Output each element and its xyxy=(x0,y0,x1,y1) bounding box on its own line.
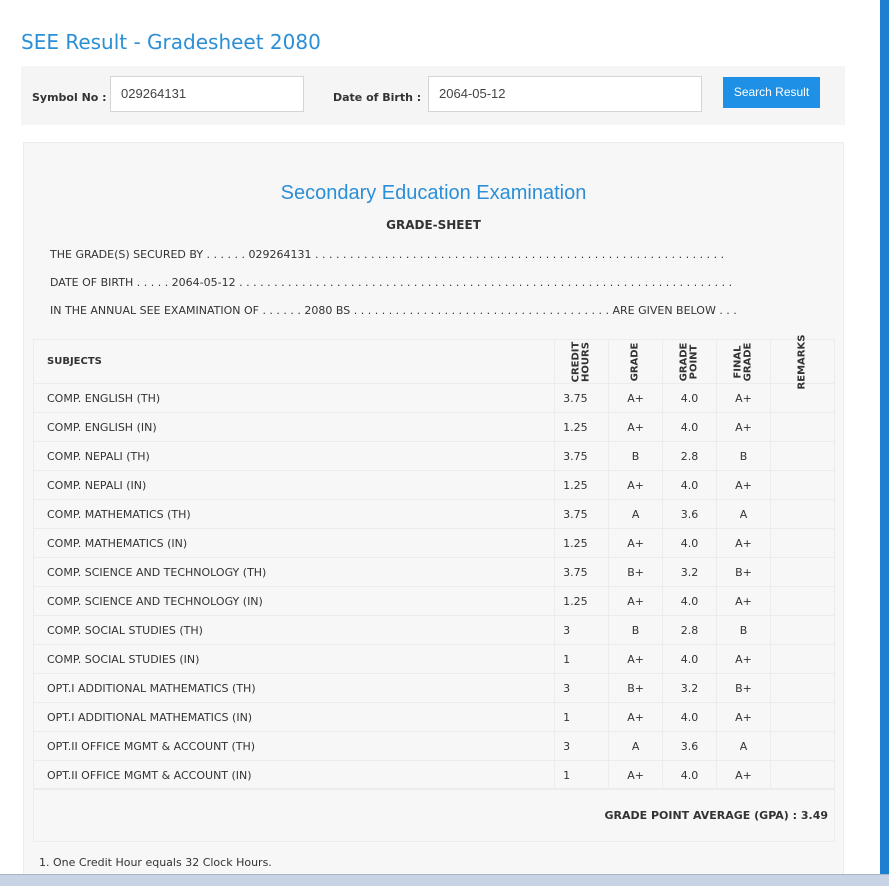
subject-cell: COMP. MATHEMATICS (TH) xyxy=(34,500,555,529)
final-grade-cell: A+ xyxy=(717,471,771,500)
final-grade-cell: A xyxy=(717,500,771,529)
grade-point-cell: 3.2 xyxy=(663,558,717,587)
credit-hours-cell: 3 xyxy=(555,674,609,703)
credit-hours-cell: 3.75 xyxy=(555,558,609,587)
grade-point-cell: 3.2 xyxy=(663,674,717,703)
remarks-cell xyxy=(771,645,835,674)
header-subjects: SUBJECTS xyxy=(34,340,555,384)
symbol-no-label: Symbol No : xyxy=(32,91,107,104)
final-grade-cell: A+ xyxy=(717,384,771,413)
credit-hours-cell: 1 xyxy=(555,761,609,790)
header-credit-hours: CREDIT HOURS xyxy=(555,340,609,384)
grade-point-cell: 2.8 xyxy=(663,616,717,645)
credit-hours-cell: 1.25 xyxy=(555,529,609,558)
grade-point-cell: 4.0 xyxy=(663,529,717,558)
table-row xyxy=(34,732,835,761)
subject-cell: COMP. SCIENCE AND TECHNOLOGY (IN) xyxy=(34,587,555,616)
table-row xyxy=(34,587,835,616)
grade-point-cell: 4.0 xyxy=(663,413,717,442)
remarks-cell xyxy=(771,529,835,558)
table-row xyxy=(34,471,835,500)
exam-title: Secondary Education Examination xyxy=(280,182,587,204)
table-row xyxy=(34,703,835,732)
remarks-cell xyxy=(771,616,835,645)
table-row xyxy=(34,442,835,471)
remarks-cell xyxy=(771,558,835,587)
subject-cell: COMP. NEPALI (TH) xyxy=(34,442,555,471)
grade-cell: A xyxy=(609,500,663,529)
remarks-cell xyxy=(771,442,835,471)
header-remarks: REMARKS xyxy=(771,340,835,384)
subject-cell: COMP. NEPALI (IN) xyxy=(34,471,555,500)
table-row xyxy=(34,384,835,413)
credit-hours-cell: 3.75 xyxy=(555,500,609,529)
grade-point-cell: 4.0 xyxy=(663,761,717,790)
grade-cell: A+ xyxy=(609,384,663,413)
grade-point-cell: 4.0 xyxy=(663,384,717,413)
dob-line: DATE OF BIRTH . . . . . 2064-05-12 . . . . . . . . . . . . . . . . . . . . . . . . . . . . . . . . . . . . . . . . . . . . . . . . . . . . . . . . . . . . . . . . . . . . . . . xyxy=(50,276,733,289)
remarks-cell xyxy=(771,500,835,529)
window-edge xyxy=(880,0,889,874)
symbol-no-input[interactable]: 029264131 xyxy=(110,76,304,112)
grade-cell: B xyxy=(609,442,663,471)
search-form xyxy=(21,66,845,125)
grade-cell: B+ xyxy=(609,558,663,587)
remarks-cell xyxy=(771,587,835,616)
final-grade-cell: A+ xyxy=(717,413,771,442)
remarks-cell xyxy=(771,761,835,790)
table-row xyxy=(34,761,835,790)
taskbar-strip xyxy=(0,874,889,886)
gpa-value: GRADE POINT AVERAGE (GPA) : 3.49 xyxy=(604,809,828,822)
final-grade-cell: B xyxy=(717,442,771,471)
final-grade-cell: B+ xyxy=(717,558,771,587)
grade-point-cell: 3.6 xyxy=(663,500,717,529)
final-grade-cell: B+ xyxy=(717,674,771,703)
grade-sheet xyxy=(23,142,844,885)
exam-line: IN THE ANNUAL SEE EXAMINATION OF . . . . . . 2080 BS . . . . . . . . . . . . . . . . . . . . . . . . . . . . . . . . . . . . . ARE GIVEN BELOW . . . xyxy=(50,304,737,317)
final-grade-cell: B xyxy=(717,616,771,645)
final-grade-cell: A xyxy=(717,732,771,761)
credit-hours-cell: 1 xyxy=(555,703,609,732)
remarks-cell xyxy=(771,413,835,442)
dob-input[interactable]: 2064-05-12 xyxy=(428,76,702,112)
subject-cell: COMP. ENGLISH (IN) xyxy=(34,413,555,442)
final-grade-cell: A+ xyxy=(717,645,771,674)
remarks-cell xyxy=(771,471,835,500)
grade-cell: A+ xyxy=(609,703,663,732)
credit-hours-cell: 1.25 xyxy=(555,471,609,500)
credit-hours-cell: 1.25 xyxy=(555,413,609,442)
grade-cell: A+ xyxy=(609,587,663,616)
subject-cell: COMP. SOCIAL STUDIES (TH) xyxy=(34,616,555,645)
subject-cell: COMP. MATHEMATICS (IN) xyxy=(34,529,555,558)
subject-cell: OPT.II OFFICE MGMT & ACCOUNT (TH) xyxy=(34,732,555,761)
dob-label: Date of Birth : xyxy=(333,91,422,104)
final-grade-cell: A+ xyxy=(717,529,771,558)
grade-cell: A+ xyxy=(609,645,663,674)
credit-hours-cell: 3 xyxy=(555,732,609,761)
gpa-box xyxy=(33,788,835,842)
credit-hours-cell: 3.75 xyxy=(555,384,609,413)
table-header-row xyxy=(34,340,835,384)
grade-point-cell: 2.8 xyxy=(663,442,717,471)
grade-cell: B xyxy=(609,616,663,645)
page-title: SEE Result - Gradesheet 2080 xyxy=(21,30,321,54)
subject-cell: OPT.I ADDITIONAL MATHEMATICS (IN) xyxy=(34,703,555,732)
subject-cell: OPT.II OFFICE MGMT & ACCOUNT (IN) xyxy=(34,761,555,790)
table-row xyxy=(34,674,835,703)
header-final-grade: FINAL GRADE xyxy=(717,340,771,384)
credit-hours-cell: 3 xyxy=(555,616,609,645)
header-grade-point: GRADE POINT xyxy=(663,340,717,384)
table-row xyxy=(34,529,835,558)
secured-by-line: THE GRADE(S) SECURED BY . . . . . . 029264131 . . . . . . . . . . . . . . . . . . . . . . . . . . . . . . . . . . . . . . . . . . . . . . . . . . . . . . . . . . . xyxy=(50,248,725,261)
grade-cell: A+ xyxy=(609,529,663,558)
final-grade-cell: A+ xyxy=(717,587,771,616)
subject-cell: COMP. SCIENCE AND TECHNOLOGY (TH) xyxy=(34,558,555,587)
table-row xyxy=(34,413,835,442)
credit-hours-cell: 3.75 xyxy=(555,442,609,471)
table-row xyxy=(34,616,835,645)
search-result-button[interactable]: Search Result xyxy=(723,77,820,108)
sheet-heading: GRADE-SHEET xyxy=(386,218,481,232)
grade-point-cell: 4.0 xyxy=(663,587,717,616)
grade-cell: B+ xyxy=(609,674,663,703)
table-row xyxy=(34,500,835,529)
table-row xyxy=(34,645,835,674)
credit-hours-cell: 1.25 xyxy=(555,587,609,616)
remarks-cell xyxy=(771,703,835,732)
grade-cell: A+ xyxy=(609,761,663,790)
grade-point-cell: 4.0 xyxy=(663,471,717,500)
grade-cell: A+ xyxy=(609,471,663,500)
table-row xyxy=(34,558,835,587)
final-grade-cell: A+ xyxy=(717,703,771,732)
remarks-cell xyxy=(771,732,835,761)
remarks-cell xyxy=(771,674,835,703)
subject-cell: COMP. SOCIAL STUDIES (IN) xyxy=(34,645,555,674)
credit-hours-cell: 1 xyxy=(555,645,609,674)
grade-point-cell: 4.0 xyxy=(663,645,717,674)
grade-cell: A+ xyxy=(609,413,663,442)
subject-cell: OPT.I ADDITIONAL MATHEMATICS (TH) xyxy=(34,674,555,703)
final-grade-cell: A+ xyxy=(717,761,771,790)
credit-hour-note: 1. One Credit Hour equals 32 Clock Hours. xyxy=(39,856,272,869)
grade-point-cell: 4.0 xyxy=(663,703,717,732)
grade-table xyxy=(33,334,835,790)
header-grade: GRADE xyxy=(609,340,663,384)
grade-point-cell: 3.6 xyxy=(663,732,717,761)
subject-cell: COMP. ENGLISH (TH) xyxy=(34,384,555,413)
grade-cell: A xyxy=(609,732,663,761)
